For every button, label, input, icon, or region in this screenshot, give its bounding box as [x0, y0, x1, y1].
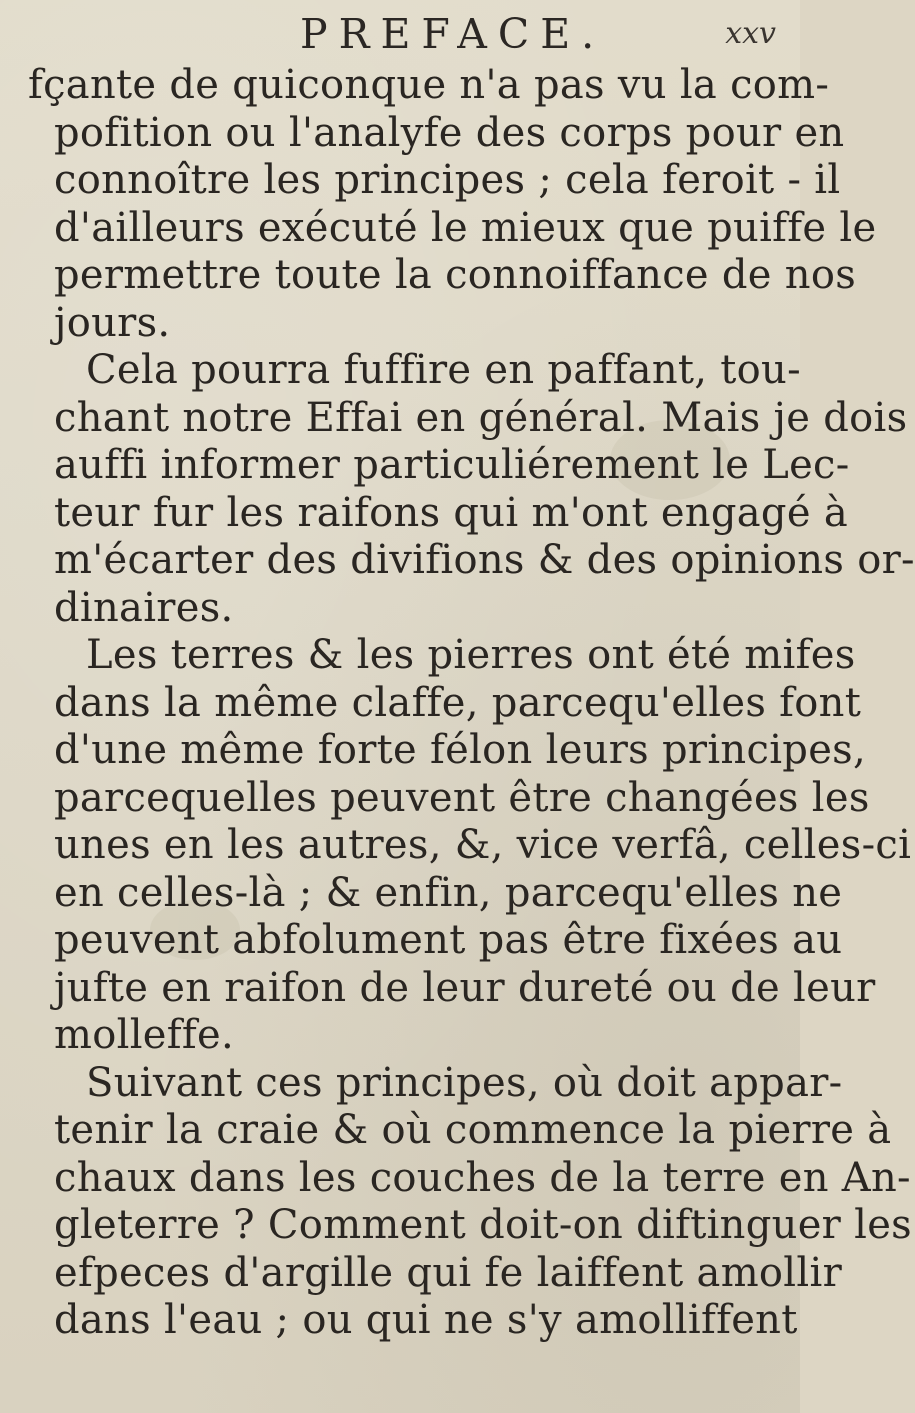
- text-line: dans l'eau ; ou qui ne s'y amolliffent: [54, 1297, 798, 1343]
- text-line: jufte en raifon de leur dureté ou de leur: [54, 964, 876, 1011]
- text-line: en celles-là ; & enfin, parcequ'elles ne: [54, 869, 843, 916]
- running-title: PREFACE.: [300, 10, 606, 58]
- text-line: chant notre Effai en général. Mais je dois: [54, 394, 908, 441]
- text-line: d'ailleurs exécuté le mieux que puiffe le: [54, 204, 877, 251]
- text-line: tenir la craie & où commence la pierre à: [54, 1107, 892, 1153]
- text-line: fçante de quiconque n'a pas vu la com-: [28, 62, 830, 108]
- paragraph-start: Cela pourra fuffire en paffant, tou-: [86, 347, 801, 393]
- text-line: peuvent abfolument pas être fixées au: [54, 917, 843, 963]
- text-line: chaux dans les couches de la terre en An-: [54, 1154, 911, 1201]
- text-line: permettre toute la connoiffance de nos: [54, 252, 857, 298]
- text-line: pofition ou l'analyfe des corps pour en: [54, 109, 845, 156]
- text-line: d'une même forte félon leurs principes,: [54, 727, 867, 773]
- text-line: m'écarter des divifions & des opinions or-: [54, 537, 915, 583]
- text-line: parcequelles peuvent être changées les: [54, 774, 870, 821]
- page-number: xxv: [725, 16, 776, 51]
- paragraph-start: Les terres & les pierres ont été mifes: [86, 632, 856, 678]
- text-line: dinaires.: [54, 584, 234, 631]
- page-header: [0, 6, 800, 68]
- text-line: dans la même claffe, parcequ'elles font: [54, 679, 862, 726]
- text-line: teur fur les raifons qui m'ont engagé à: [54, 489, 848, 536]
- text-line: unes en les autres, &, vice verfâ, celles-ci: [54, 822, 912, 868]
- text-line: auffi informer particuliérement le Lec-: [54, 442, 850, 488]
- text-line: molleffe.: [54, 1012, 234, 1058]
- text-line: connoître les principes ; cela feroit - il: [54, 157, 841, 203]
- text-line: gleterre ? Comment doit-on diftinguer les: [54, 1202, 913, 1248]
- text-line: efpeces d'argille qui fe laiffent amollir: [54, 1249, 843, 1296]
- paragraph-start: Suivant ces principes, où doit appar-: [86, 1059, 843, 1106]
- text-line: jours.: [54, 299, 171, 346]
- body-text: [28, 62, 915, 1345]
